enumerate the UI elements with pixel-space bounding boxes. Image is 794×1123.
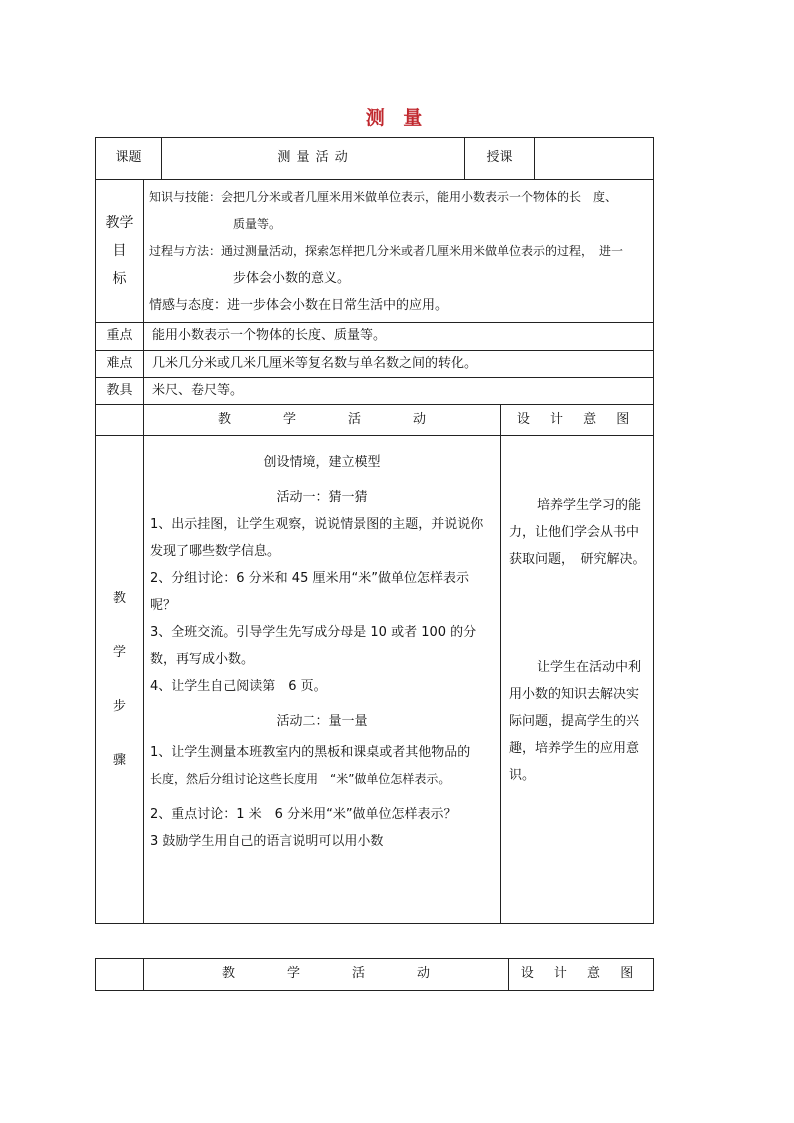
steps-content xyxy=(144,436,501,924)
lesson-plan-table xyxy=(95,137,654,924)
column-activity: 教学活动 xyxy=(144,405,501,436)
activity1-step3: 3、全班交流。引导学生先写成分母是 10 或者 100 的分数，再写成小数。 xyxy=(150,625,477,667)
key-point-label: 重点 xyxy=(96,323,144,351)
activity2-step1-cont: 长度，然后分组讨论这些长度用 “米”做单位怎样表示。 xyxy=(150,772,451,786)
column-activity-2: 教学活动 xyxy=(144,959,509,991)
activity-continuation-table xyxy=(95,958,654,991)
page-title: 测 量 xyxy=(365,107,429,129)
goals-content xyxy=(144,180,654,323)
columns-header-row-2 xyxy=(96,959,654,991)
goal-process-cont: 步体会小数的意义。 xyxy=(233,271,351,286)
tools-label: 教具 xyxy=(96,378,144,405)
steps-intro: 创设情境，建立模型 xyxy=(263,455,381,470)
columns-header-blank-2 xyxy=(96,959,144,991)
goal-knowledge-cont: 质量等。 xyxy=(233,217,282,231)
column-design-2: 设 计 意 图 xyxy=(509,959,654,991)
activity1-step2: 2、分组讨论：6 分米和 45 厘米用“米”做单位怎样表示呢？ xyxy=(150,571,469,613)
goal-knowledge: 知识与技能：会把几分米或者几厘米用米做单位表示，能用小数表示一个物体的长 度、 xyxy=(149,190,618,204)
difficulty-row xyxy=(96,351,654,378)
steps-row xyxy=(96,436,654,924)
goals-label-2: 目 xyxy=(112,243,127,259)
difficulty-value: 几米几分米或几米几厘米等复名数与单名数之间的转化。 xyxy=(144,351,654,378)
steps-label xyxy=(96,436,144,924)
steps-label-4: 骤 xyxy=(112,753,126,768)
topic-value: 测 量 活 动 xyxy=(162,138,465,180)
steps-label-1: 教 xyxy=(112,591,126,606)
goals-label xyxy=(96,180,144,323)
column-design: 设 计 意 图 xyxy=(501,405,654,436)
tools-value: 米尺、卷尺等。 xyxy=(144,378,654,405)
columns-header-blank xyxy=(96,405,144,436)
activity1-step4: 4、让学生自己阅读第 6 页。 xyxy=(150,679,327,694)
key-point-row xyxy=(96,323,654,351)
key-point-value: 能用小数表示一个物体的长度、质量等。 xyxy=(144,323,654,351)
tools-row xyxy=(96,378,654,405)
goals-label-1: 教学 xyxy=(105,215,134,231)
goal-emotion: 情感与态度：进一步体会小数在日常生活中的应用。 xyxy=(149,298,449,313)
steps-label-2: 学 xyxy=(112,645,126,660)
goals-row xyxy=(96,180,654,323)
activity2-step2: 2、重点讨论：1 米 6 分米用“米”做单位怎样表示？ xyxy=(150,807,457,822)
topic-row xyxy=(96,138,654,180)
design-note-1: 培养学生学习的能力，让他们学会从书中获取问题， 研究解决。 xyxy=(509,498,646,567)
activity2-title: 活动二：量一量 xyxy=(276,714,368,729)
design-content xyxy=(501,436,654,924)
activity2-step1: 1、让学生测量本班教室内的黑板和课桌或者其他物品的 xyxy=(150,745,471,760)
difficulty-label: 难点 xyxy=(96,351,144,378)
activity2-step3: 3 鼓励学生用自己的语言说明可以用小数 xyxy=(150,834,384,849)
columns-header-row xyxy=(96,405,654,436)
activity1-step1: 1、出示挂图，让学生观察，说说情景图的主题，并说说你发现了哪些数学信息。 xyxy=(150,517,484,559)
design-note-2: 让学生在活动中利用小数的知识去解决实际问题，提高学生的兴趣，培养学生的应用意识。 xyxy=(509,660,642,783)
goal-process: 过程与方法：通过测量活动，探索怎样把几分米或者几厘米用米做单位表示的过程， 进一 xyxy=(149,244,624,258)
steps-label-3: 步 xyxy=(112,699,126,714)
activity1-title: 活动一：猜一猜 xyxy=(276,490,368,505)
teach-value xyxy=(535,138,654,180)
goals-label-3: 标 xyxy=(112,271,127,287)
topic-label: 课题 xyxy=(96,138,162,180)
teach-label: 授课 xyxy=(465,138,535,180)
